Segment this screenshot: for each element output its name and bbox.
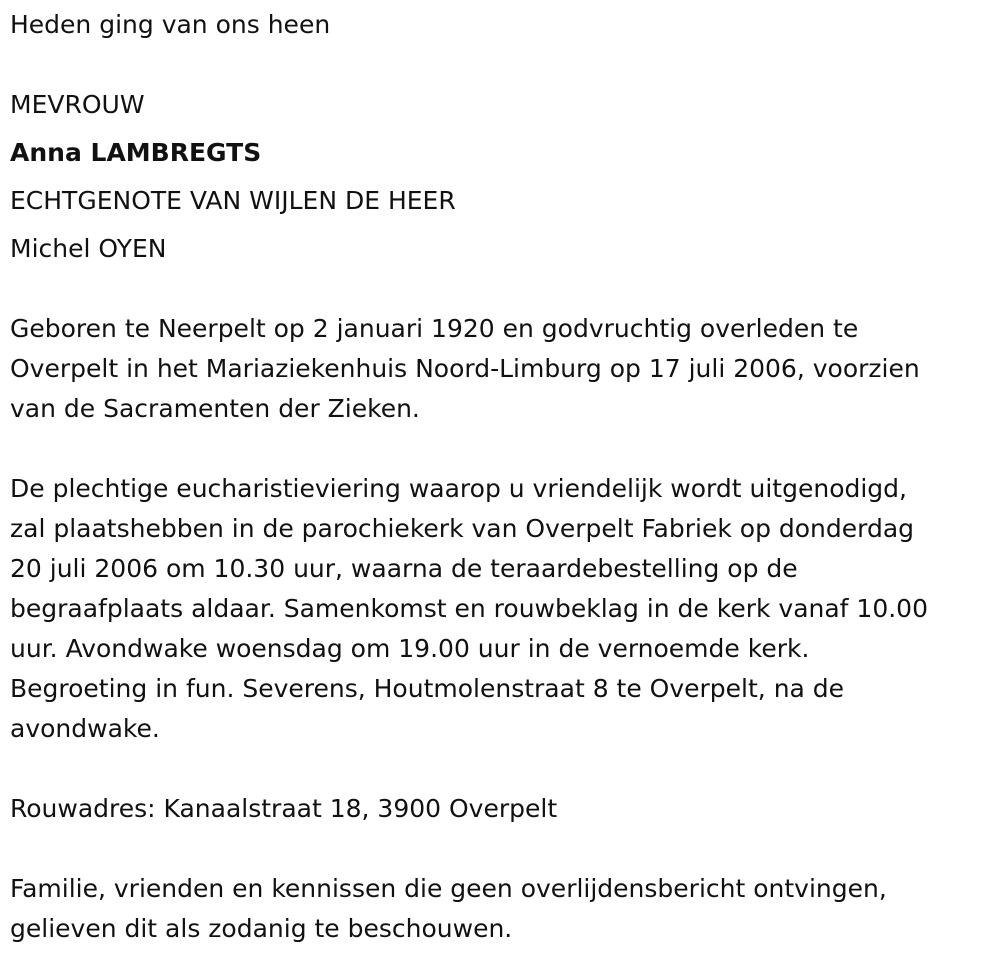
ceremony-line: De plechtige eucharistieviering waarop u vriendelijk wordt uitgenodigd, [10, 474, 907, 503]
birth-death-line: Overpelt in het Mariaziekenhuis Noord-Limburg op 17 juli 2006, voorzien [10, 354, 920, 383]
mourning-address: Rouwadres: Kanaalstraat 18, 3900 Overpelt [10, 794, 558, 823]
ceremony-line: zal plaatshebben in de parochiekerk van Overpelt Fabriek op donderdag [10, 514, 915, 543]
closing-line: gelieven dit als zodanig te beschouwen. [10, 914, 513, 943]
ceremony-line: Begroeting in fun. Severens, Houtmolenstraat 8 te Overpelt, na de [10, 674, 845, 703]
ceremony-line: begraafplaats aldaar. Samenkomst en rouwbeklag in de kerk vanaf 10.00 [10, 594, 928, 623]
deceased-name: Anna LAMBREGTS [10, 138, 262, 167]
birth-death-line: Geboren te Neerpelt op 2 januari 1920 en godvruchtig overleden te [10, 314, 859, 343]
title-prefix: MEVROUW [10, 90, 145, 119]
ceremony-line: avondwake. [10, 714, 160, 743]
spouse-name: Michel OYEN [10, 234, 167, 263]
ceremony-line: uur. Avondwake woensdag om 19.00 uur in de vernoemde kerk. [10, 634, 810, 663]
intro-text: Heden ging van ons heen [10, 10, 331, 39]
closing-line: Familie, vrienden en kennissen die geen overlijdensbericht ontvingen, [10, 874, 887, 903]
relation-text: ECHTGENOTE VAN WIJLEN DE HEER [10, 186, 456, 215]
ceremony-line: 20 juli 2006 om 10.30 uur, waarna de teraardebestelling op de [10, 554, 798, 583]
birth-death-line: van de Sacramenten der Zieken. [10, 394, 420, 423]
